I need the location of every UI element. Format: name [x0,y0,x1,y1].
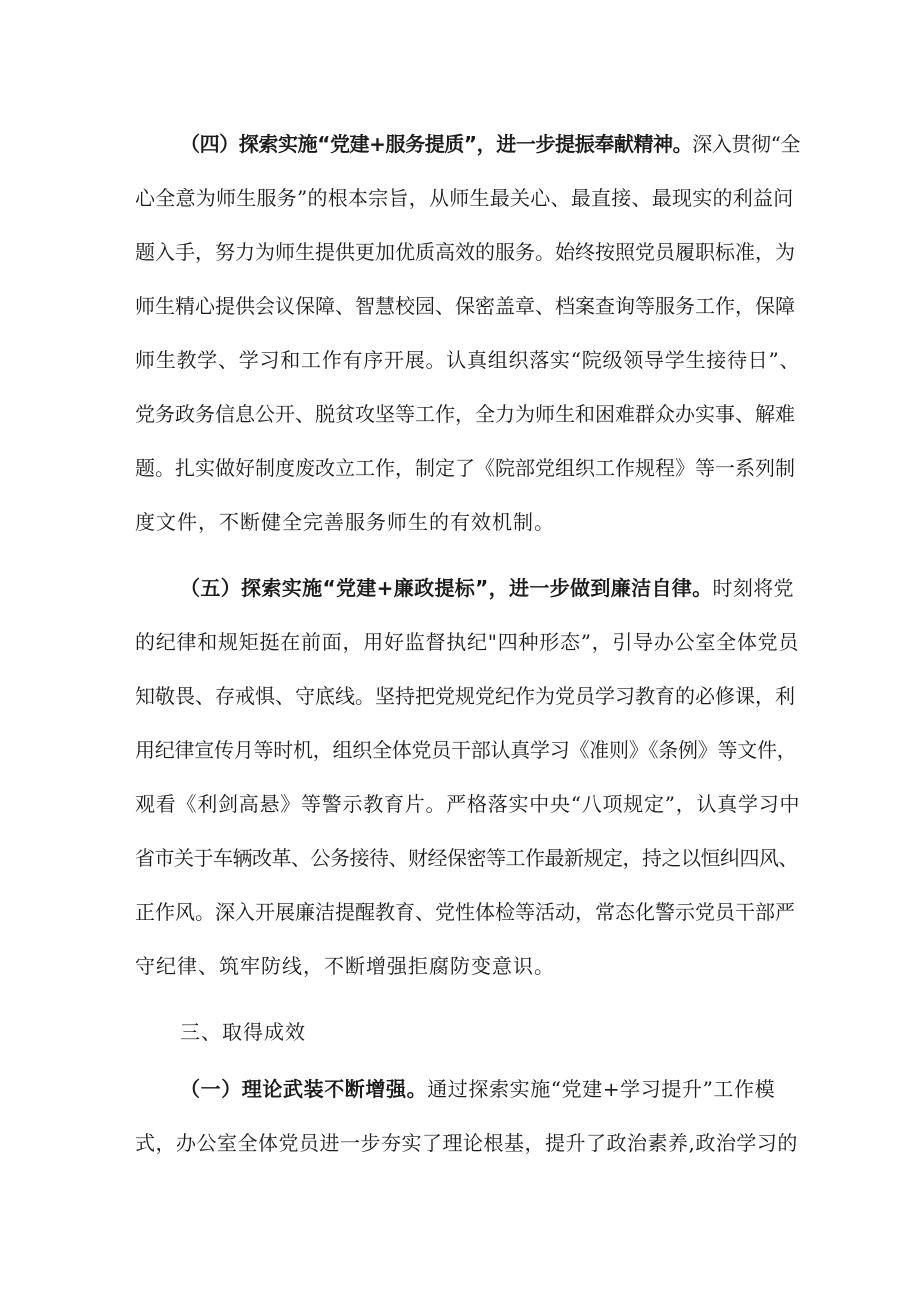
section4-line-7: 题。扎实做好制度废改立工作，制定了《院部党组织工作规程》等一系列制 [135,456,795,480]
section5-line-7: 正作风。深入开展廉洁提醒教育、党性体检等活动，常态化警示党员干部严 [135,900,795,924]
section1-heading: （一）理论武装不断增强。 [180,1077,428,1101]
section4-line-5: 师生教学、学习和工作有序开展。认真组织落实“院级领导学生接待日”、 [135,348,801,372]
section4-line-8: 度文件，不断健全完善服务师生的有效机制。 [135,510,555,534]
section4-text: 深入贯彻“全 [692,132,801,156]
section1-line-2: 式，办公室全体党员进一步夯实了理论根基，提升了政治素养,政治学习的 [135,1131,798,1155]
section5-line-3: 知敬畏、存戒惧、守底线。坚持把党规党纪作为党员学习教育的必修课，利 [135,684,795,708]
section5-line-5: 观看《利剑高悬》等警示教育片。严格落实中央“八项规定”，认真学习中 [135,792,801,816]
part3-title: 三、取得成效 [180,1020,306,1044]
section5-line-4: 用纪律宣传月等时机，组织全体党员干部认真学习《准则》《条例》等文件， [135,738,797,762]
section4-heading: （四）探索实施“党建+服务提质”，进一步提振奉献精神。 [180,132,693,156]
section4-line-1 [180,124,800,164]
section5-line-8: 守纪律、筑牢防线，不断增强拒腐防变意识。 [135,954,555,978]
section1-text: 通过探索实施“党建+学习提升”工作模 [427,1077,776,1101]
section4-line-3: 题入手，努力为师生提供更加优质高效的服务。始终按照党员履职标准，为 [135,240,795,264]
section4-line-2: 心全意为师生服务”的根本宗旨，从师生最关心、最直接、最现实的利益问 [135,186,794,210]
section5-line-1 [180,568,794,608]
section4-line-4: 师生精心提供会议保障、智慧校园、保密盖章、档案查询等服务工作，保障 [135,294,795,318]
section5-line-2: 的纪律和规矩挺在前面，用好监督执纪"四种形态”，引导办公室全体党员 [135,630,800,654]
section5-line-6: 省市关于车辆改革、公务接待、财经保密等工作最新规定，持之以恒纠四风、 [135,846,798,870]
section5-heading: （五）探索实施“党建+廉政提标”，进一步做到廉洁自律。 [180,576,713,600]
section1-line-1 [180,1069,775,1109]
section5-text: 时刻将党 [712,576,794,600]
section4-line-6: 党务政务信息公开、脱贫攻坚等工作，全力为师生和困难群众办实事、解难 [135,402,795,426]
